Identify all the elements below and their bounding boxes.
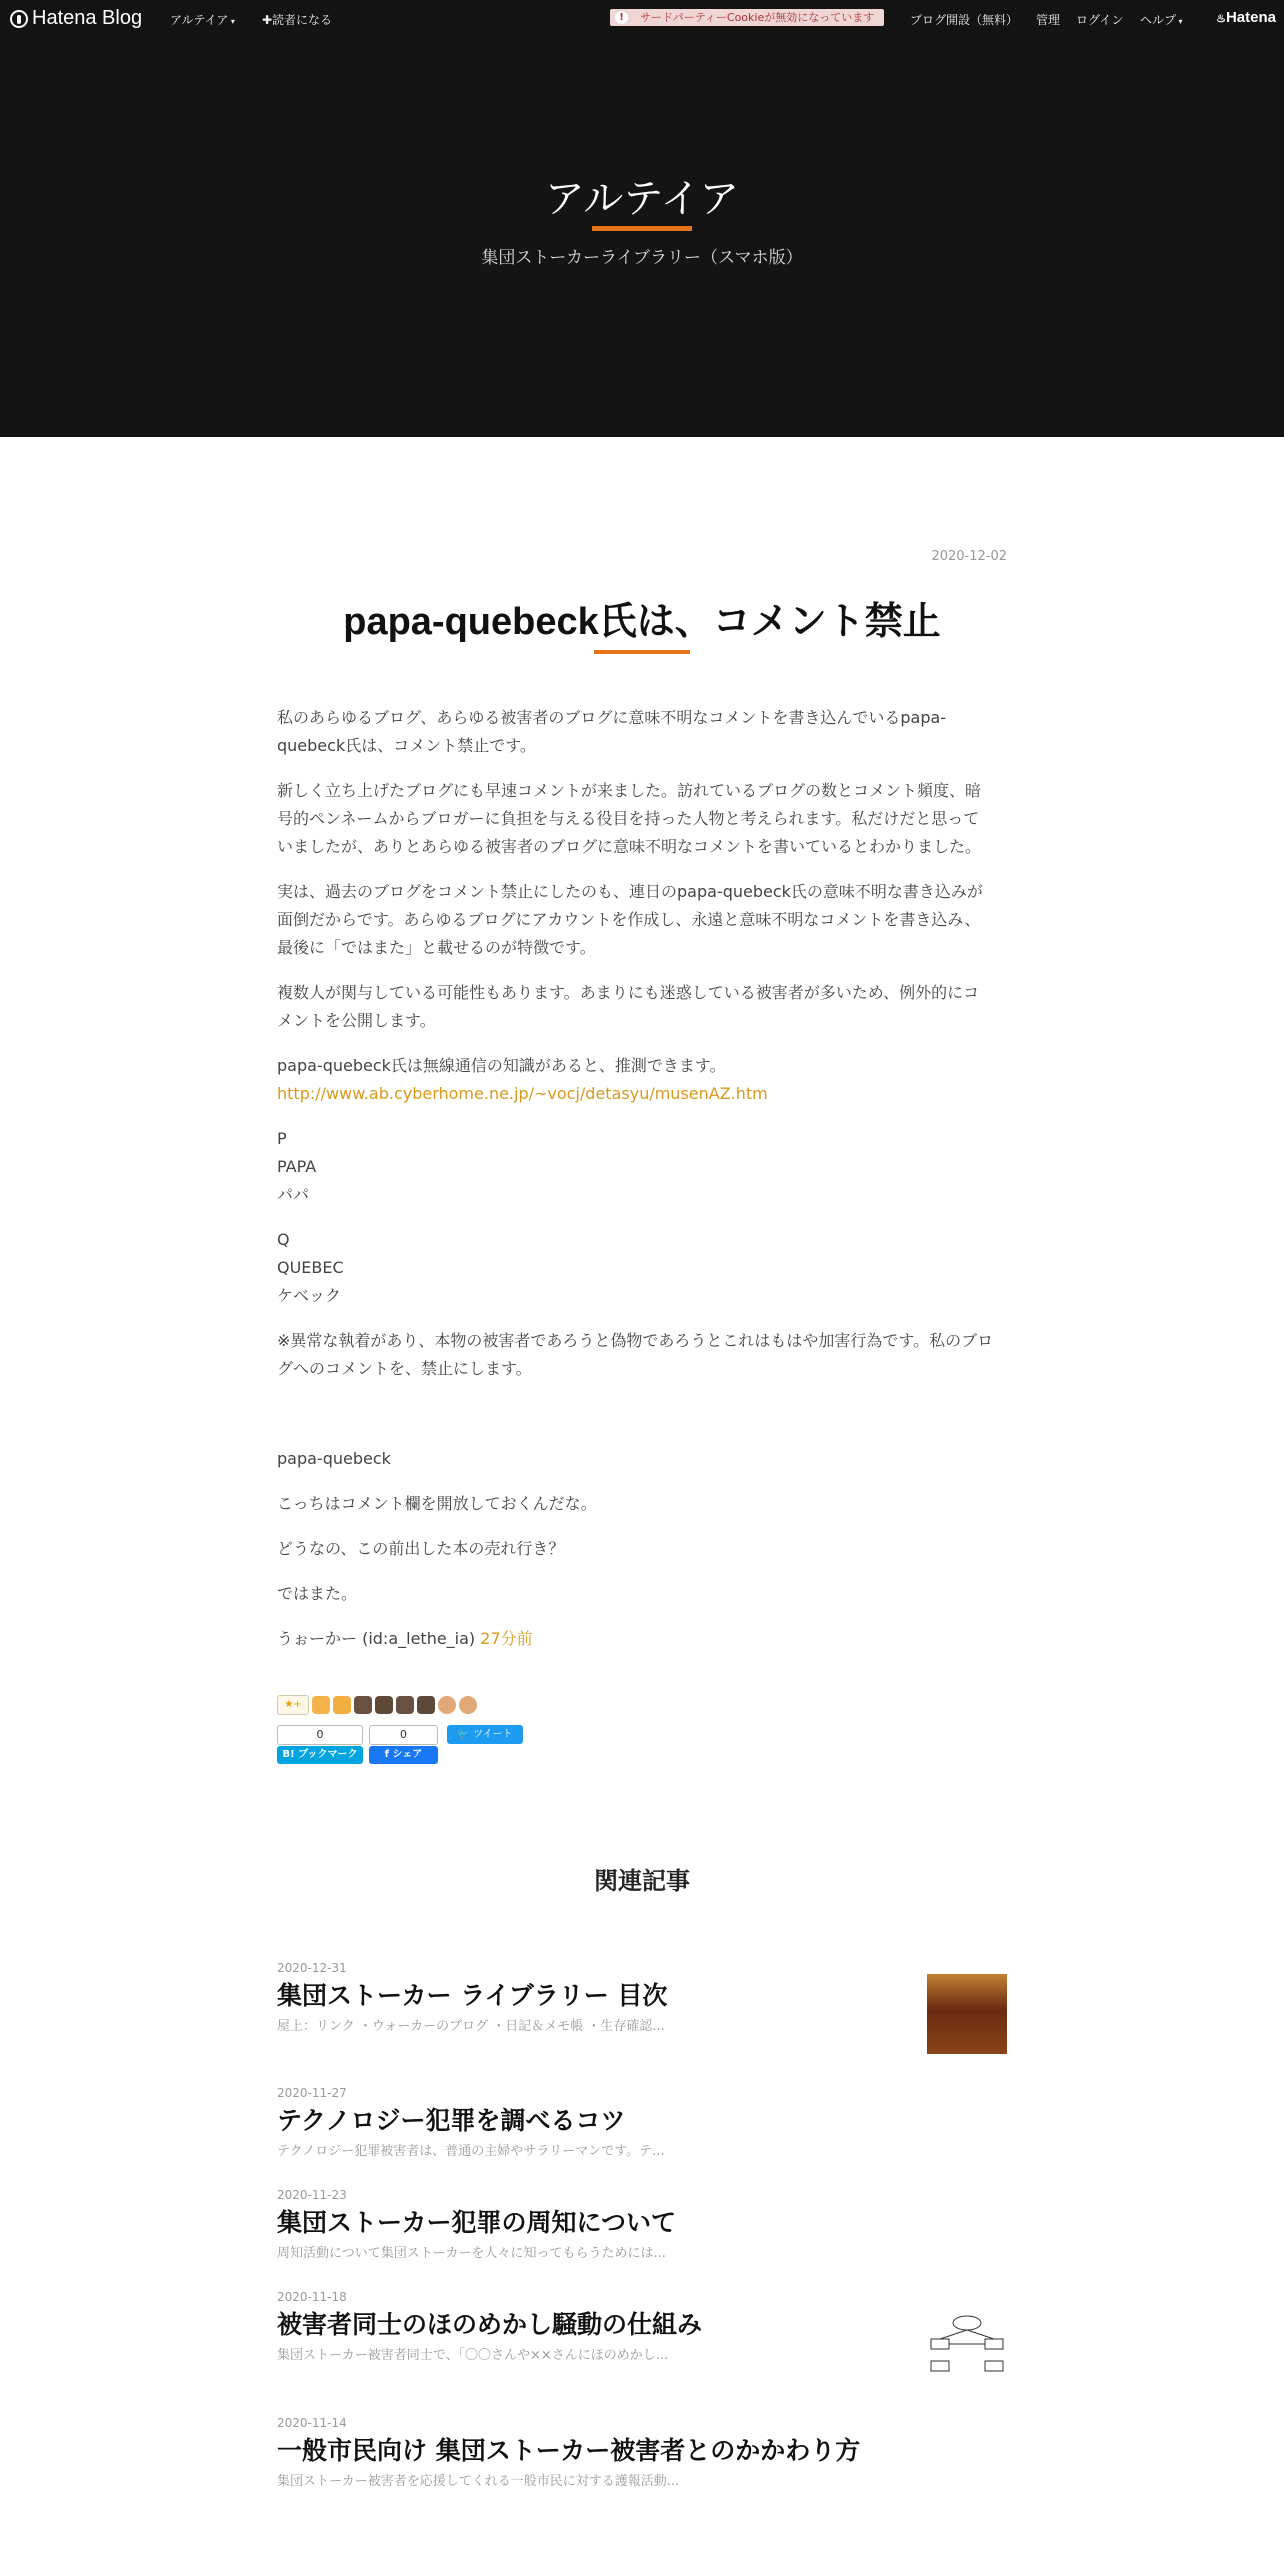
spacer	[277, 1400, 994, 1445]
related-date: 2020-11-18	[277, 2290, 347, 2304]
external-link[interactable]: http://www.ab.cyberhome.ne.jp/~vocj/detasyu/musenAZ.htm	[277, 1084, 768, 1103]
add-star-button[interactable]: ★+	[277, 1695, 309, 1715]
related-entry[interactable]	[277, 2416, 1007, 2489]
blog-description: 集団ストーカーライブラリー（スマホ版）	[481, 248, 803, 268]
top-navigation-bar	[0, 0, 1284, 37]
paragraph	[277, 1226, 994, 1310]
hatena-blog-logo-icon	[10, 10, 28, 28]
related-snippet: 集団ストーカー被害者を応援してくれる一般市民に対する護報活動...	[277, 2474, 680, 2489]
entry-title-underline	[594, 650, 690, 654]
text-line: P	[277, 1129, 287, 1148]
related-snippet: 周知活動について集団ストーカーを人々に知ってもらうためには...	[277, 2246, 666, 2261]
facebook-share-button[interactable]: f シェア	[369, 1746, 438, 1764]
related-snippet: 屋上：リンク ・ウォーカーのブログ ・日記＆メモ帳 ・生存確認...	[277, 2019, 665, 2034]
cookie-warning-text: サードパーティーCookieが無効になっています	[640, 11, 875, 24]
user-icon[interactable]	[354, 1696, 372, 1714]
hatena-logo-text: Hatena	[1225, 9, 1276, 26]
hatena-blog-brand-text: Hatena Blog	[32, 7, 143, 29]
related-entry[interactable]	[277, 1961, 1007, 2034]
facebook-count[interactable]: 0	[369, 1725, 438, 1745]
user-icon[interactable]	[396, 1696, 414, 1714]
related-snippet: テクノロジー犯罪被害者は、普通の主婦やサラリーマンです。テ...	[277, 2144, 665, 2159]
related-title[interactable]: 一般市民向け 集団ストーカー被害者とのかかわり方	[277, 2436, 861, 2465]
hatena-mark-icon: ♨	[1216, 13, 1226, 25]
help-label: ヘルプ	[1140, 13, 1177, 27]
user-icon[interactable]	[312, 1696, 330, 1714]
related-thumbnail[interactable]	[927, 2303, 1007, 2383]
comment-author[interactable]: うぉーかー (id:a_lethe_ia)	[277, 1629, 476, 1648]
paragraph	[277, 1125, 994, 1209]
entry-content	[277, 704, 994, 1670]
related-title[interactable]: 集団ストーカー犯罪の周知について	[277, 2208, 677, 2237]
user-icon[interactable]	[438, 1696, 456, 1714]
quoted-line: ではまた。	[277, 1584, 358, 1603]
related-date: 2020-11-27	[277, 2086, 347, 2100]
blog-header	[0, 37, 1284, 437]
user-icon[interactable]	[333, 1696, 351, 1714]
blog-title[interactable]: アルテイア	[544, 176, 740, 222]
text-line: PAPA	[277, 1157, 317, 1176]
tweet-button[interactable]	[447, 1725, 523, 1744]
paragraph: ※異常な執着があり、本物の被害者であろうと偽物であろうとこれはもはや加害行為です。私のブログへのコメントを、禁止にします。	[277, 1331, 994, 1378]
related-heading: 関連記事	[594, 1867, 690, 1895]
bookmark-share	[277, 1725, 363, 1764]
user-icon[interactable]	[459, 1696, 477, 1714]
text-line: Q	[277, 1230, 290, 1249]
diagram-thumbnail-icon	[927, 2303, 1007, 2383]
related-entry[interactable]	[277, 2188, 1007, 2261]
subscribe-button[interactable]: ✚読者になる	[262, 13, 333, 27]
blog-menu-dropdown[interactable]	[170, 11, 235, 28]
related-entry[interactable]	[277, 2086, 1007, 2159]
comment-meta	[277, 1625, 994, 1653]
related-title[interactable]: 被害者同士のほのめかし騒動の仕組み	[277, 2310, 703, 2339]
entry-date[interactable]: 2020-12-02	[931, 549, 1007, 564]
paragraph: 新しく立ち上げたブログにも早速コメントが来ました。訪れているブログの数とコメント頻度、暗号的ペンネームからブロガーに負担を与える役目を持った人物と考えられます。私だけだと思っていましたが、ありとあらゆる被害者のブログに意味不明なコメントを書いているとわかりました。	[277, 781, 982, 856]
related-snippet: 集団ストーカー被害者同士で、「〇〇さんや××さんにほのめかし...	[277, 2348, 669, 2363]
guess-text: papa-quebeck氏は無線通信の知識があると、推測できます。	[277, 1056, 726, 1075]
text-line: QUEBEC	[277, 1258, 344, 1277]
hatena-star-area	[277, 1695, 477, 1715]
related-title[interactable]: 集団ストーカー ライブラリー 目次	[277, 1981, 668, 2010]
twitter-bird-icon: 🐦	[457, 1729, 470, 1740]
cookie-warning-banner[interactable]	[610, 9, 884, 26]
hatena-blog-logo[interactable]	[10, 7, 142, 30]
caret-down-icon: ▾	[228, 17, 235, 26]
text-line: ケベック	[277, 1286, 342, 1305]
admin-link[interactable]: 管理	[1036, 13, 1061, 27]
hatena-logo[interactable]	[1216, 9, 1276, 26]
tweet-label: ツイート	[473, 1729, 513, 1740]
comment-time-link[interactable]: 27分前	[480, 1629, 533, 1648]
text-line: パパ	[277, 1185, 310, 1204]
help-menu[interactable]	[1140, 11, 1183, 28]
entry-title[interactable]: papa-quebeck氏は、コメント禁止	[343, 601, 941, 643]
related-date: 2020-11-23	[277, 2188, 347, 2202]
quoted-line: どうなの、この前出した本の売れ行き？	[277, 1539, 565, 1558]
title-underline	[592, 226, 692, 231]
quoted-line: こっちはコメント欄を開放しておくんだな。	[277, 1494, 597, 1513]
user-icon[interactable]	[417, 1696, 435, 1714]
related-date: 2020-12-31	[277, 1961, 347, 1975]
bookmark-count[interactable]: 0	[277, 1725, 363, 1745]
quoted-line: papa-quebeck	[277, 1449, 391, 1468]
related-thumbnail[interactable]	[927, 1974, 1007, 2054]
blog-menu-label: アルテイア	[170, 13, 229, 27]
paragraph	[277, 1052, 994, 1108]
warning-icon: !	[615, 11, 628, 24]
paragraph: 複数人が関与している可能性もあります。あまりにも迷惑している被害者が多いため、例外的にコメントを公開します。	[277, 983, 980, 1030]
facebook-share	[369, 1725, 438, 1764]
caret-down-icon: ▾	[1176, 17, 1183, 26]
user-icon[interactable]	[375, 1696, 393, 1714]
related-date: 2020-11-14	[277, 2416, 347, 2430]
related-entry[interactable]	[277, 2290, 1007, 2363]
bookmark-button[interactable]: B! ブックマーク	[277, 1746, 363, 1764]
start-blog-link[interactable]: ブログ開設（無料）	[910, 13, 1019, 27]
paragraph: 実は、過去のブログをコメント禁止にしたのも、連日のpapa-quebeck氏の意味不明な書き込みが面倒だからです。あらゆるブログにアカウントを作成し、永遠と意味不明なコメントを書き込み、最後に「ではまた」と載せるのが特徴です。	[277, 882, 983, 957]
related-title[interactable]: テクノロジー犯罪を調べるコツ	[277, 2106, 626, 2135]
login-link[interactable]: ログイン	[1076, 13, 1124, 27]
paragraph: 私のあらゆるブログ、あらゆる被害者のブログに意味不明なコメントを書き込んでいるpapa-quebeck氏は、コメント禁止です。	[277, 708, 947, 755]
